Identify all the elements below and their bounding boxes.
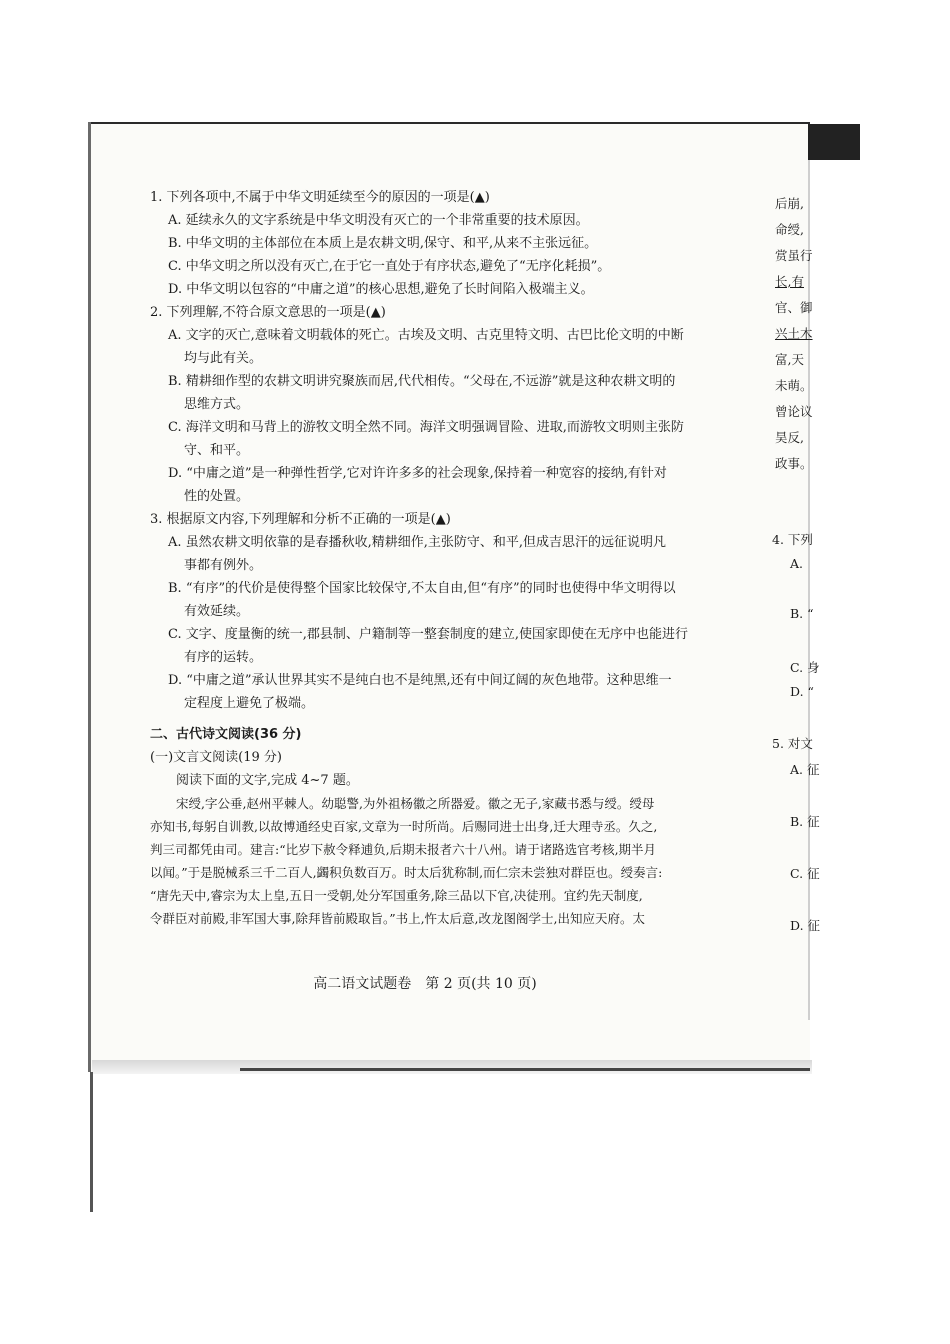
next-page-questions: [772, 530, 821, 970]
q3-option-c: C. 文字、度量衡的统一,郡县制、户籍制等一整套制度的建立,使国家即使在无序中也能进行: [168, 627, 689, 642]
section-2-heading: 二、古代诗文阅读(36 分): [150, 727, 302, 742]
side-q4-option-d: D. “: [790, 684, 814, 699]
side-line-3: 赏虽行: [775, 248, 813, 263]
side-line-8: 未萌。: [775, 378, 813, 393]
q2-option-b-cont: 思维方式。: [184, 397, 250, 412]
scan-corner-shadow: [808, 124, 860, 160]
side-line-9: 曾论议: [775, 404, 813, 419]
q2-option-b: B. 精耕细作型的农耕文明讲究聚族而居,代代相传。“父母在,不远游”就是这种农耕文明的: [168, 374, 676, 389]
question-2-stem: 2. 下列理解,不符合原文意思的一项是(▲): [150, 305, 386, 320]
side-line-11: 政事。: [775, 456, 813, 471]
side-q5-option-c: C. 征: [790, 866, 820, 881]
scan-left-edge: [88, 122, 91, 1072]
q3-option-c-cont: 有序的运转。: [184, 650, 263, 665]
side-line-10: 昊反,: [775, 430, 804, 445]
reading-instruction: 阅读下面的文字,完成 4~7 题。: [176, 773, 359, 788]
passage-line-3: 判三司都凭由司。建言:“比岁下赦令释逋负,后期未报者六十八州。请于诸路选官考核,期半月: [150, 842, 657, 857]
side-q4-option-a: A.: [790, 556, 804, 571]
scan-left-fold: [90, 1072, 93, 1212]
passage-line-2: 亦知书,每躬自训教,以故博通经史百家,文章为一时所尚。后赐同进士出身,迁大理寺丞。久之,: [150, 819, 658, 834]
q2-option-a: A. 文字的灭亡,意味着文明载体的死亡。古埃及文明、古克里特文明、古巴比伦文明的中断: [168, 328, 684, 343]
q1-option-d: D. 中华文明以包容的“中庸之道”的核心思想,避免了长时间陷入极端主义。: [168, 282, 594, 297]
question-3-stem: 3. 根据原文内容,下列理解和分析不正确的一项是(▲): [150, 512, 451, 527]
passage-line-4: 以闻。”于是脱械系三千二百人,蠲积负数百万。时太后犹称制,而仁宗未尝独对群臣也。绶奏言:: [150, 865, 663, 880]
q2-option-c: C. 海洋文明和马背上的游牧文明全然不同。海洋文明强调冒险、进取,而游牧文明则主张防: [168, 420, 684, 435]
side-q5-option-a: A. 征: [790, 762, 820, 777]
side-line-5: 官、御: [775, 300, 813, 315]
passage-line-1: 宋绶,字公垂,赵州平棘人。幼聪警,为外祖杨徽之所器爱。徽之无子,家藏书悉与绶。绶母: [176, 796, 655, 811]
q1-option-c: C. 中华文明之所以没有灭亡,在于它一直处于有序状态,避免了“无序化耗损”。: [168, 259, 611, 274]
side-question-5: 5. 对文: [772, 736, 813, 751]
page-footer: 高二语文试题卷 第 2 页(共 10 页): [313, 976, 537, 992]
side-q4-option-c: C. 身: [790, 660, 820, 675]
scan-bottom-band: [240, 1068, 810, 1071]
q3-option-a-cont: 事都有例外。: [184, 558, 263, 573]
scan-bottom-edge: [92, 1060, 812, 1074]
exam-content: [150, 186, 700, 930]
q3-option-a: A. 虽然农耕文明依靠的是春播秋收,精耕细作,主张防守、和平,但成吉思汗的远征说明凡: [168, 535, 667, 550]
side-line-6: 兴土木: [775, 326, 813, 341]
side-line-7: 富,天: [775, 352, 804, 367]
side-line-4: 长,有: [775, 274, 804, 289]
q1-option-b: B. 中华文明的主体部位在本质上是农耕文明,保守、和平,从来不主张远征。: [168, 236, 598, 251]
side-q5-option-d: D. 征: [790, 918, 821, 933]
section-2-subheading: (一)文言文阅读(19 分): [150, 750, 282, 765]
q2-option-d-cont: 性的处置。: [184, 489, 250, 504]
q1-option-a: A. 延续永久的文字系统是中华文明没有灭亡的一个非常重要的技术原因。: [168, 213, 589, 228]
q2-option-a-cont: 均与此有关。: [184, 351, 263, 366]
q3-option-b: B. “有序”的代价是使得整个国家比较保守,不太自由,但“有序”的同时也使得中华文明得以: [168, 581, 676, 596]
q2-option-d: D. “中庸之道”是一种弹性哲学,它对许许多多的社会现象,保持着一种宽容的接纳,有针对: [168, 466, 667, 481]
side-question-4: 4. 下列: [772, 532, 813, 547]
passage-line-6: 令群臣对前殿,非军国大事,除拜皆前殿取旨。”书上,忤太后意,改龙图阁学士,出知应天府。太: [150, 911, 646, 926]
side-q5-option-b: B. 征: [790, 814, 820, 829]
side-line-2: 命绶,: [775, 222, 804, 237]
q2-option-c-cont: 守、和平。: [184, 443, 250, 458]
side-q4-option-b: B. “: [790, 606, 814, 621]
side-line-1: 后崩,: [775, 196, 804, 211]
passage-line-5: “唐先天中,睿宗为太上皇,五日一受朝,处分军国重务,除三品以下官,决徒刑。宜约先天制度,: [150, 888, 643, 903]
q3-option-d-cont: 定程度上避免了极端。: [184, 696, 315, 711]
q3-option-d: D. “中庸之道”承认世界其实不是纯白也不是纯黑,还有中间辽阔的灰色地带。这种思维一: [168, 673, 672, 688]
question-1-stem: 1. 下列各项中,不属于中华文明延续至今的原因的一项是(▲): [150, 190, 490, 205]
q3-option-b-cont: 有效延续。: [184, 604, 250, 619]
